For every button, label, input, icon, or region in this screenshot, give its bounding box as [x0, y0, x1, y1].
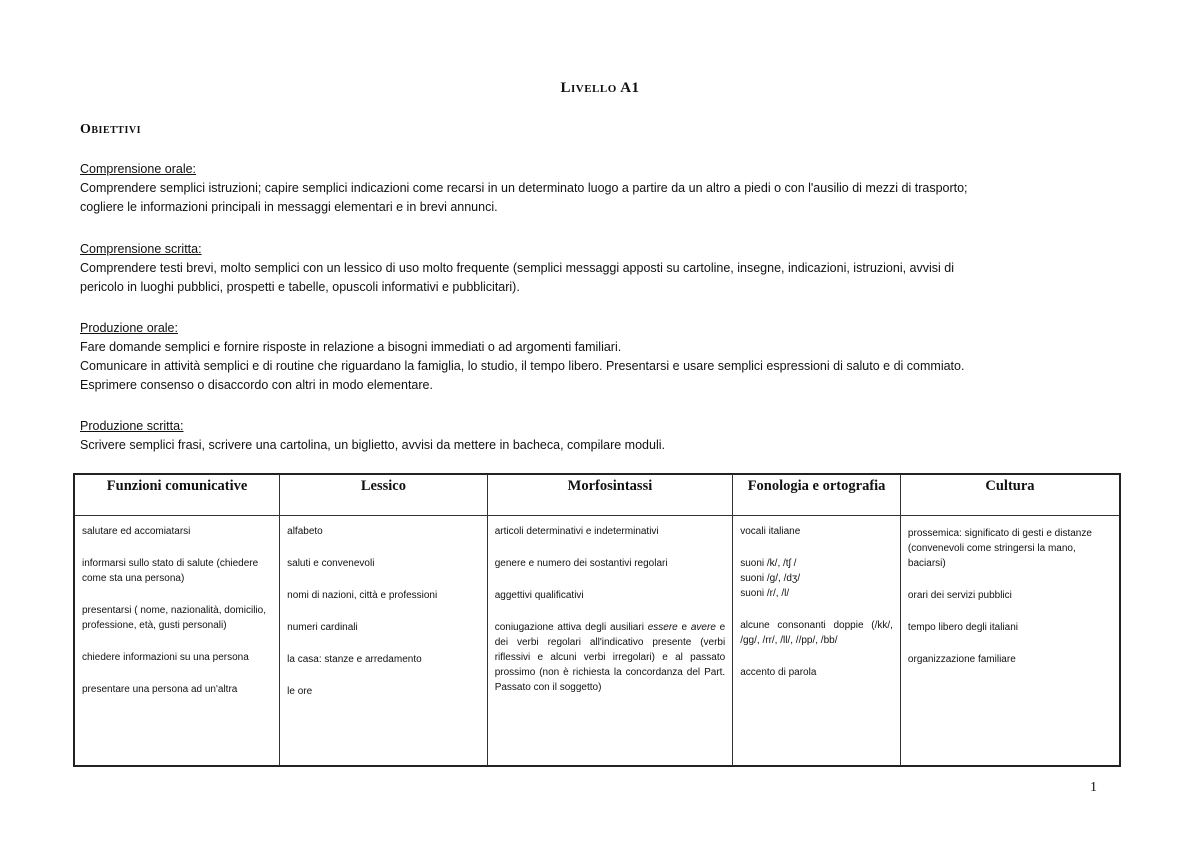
cell-cultura [900, 516, 1120, 767]
cell-fonologia [733, 516, 901, 767]
section-line: Comprendere semplici istruzioni; capire semplici indicazioni come recarsi in un determinato luogo a partire da un altro a piedi o con l'ausilio di mezzi di trasporto; [80, 181, 968, 195]
list-item: accento di parola [740, 667, 817, 678]
sound-line: suoni /g/, /dʒ/ [740, 573, 801, 584]
page-number: 1 [1090, 780, 1097, 795]
header-lessico: Lessico [280, 474, 488, 516]
header-morfosintassi: Morfosintassi [487, 474, 733, 516]
text-run: coniugazione attiva degli ausiliari [494, 622, 648, 633]
section-heading: Produzione scritta: [80, 419, 184, 433]
list-item: prossemica: significato di gesti e distanze (convenevoli come stringersi la mano, baciarsi) [907, 528, 1092, 569]
syllabus-table [73, 473, 1121, 767]
section-line: Comunicare in attività semplici e di routine che riguardano la famiglia, lo studio, il tempo libero. Presentarsi e usare semplici espressioni di saluto e di commiato. [80, 359, 965, 373]
list-item: numeri cardinali [287, 622, 358, 633]
list-item: la casa: stanze e arredamento [287, 654, 422, 665]
list-item: informarsi sullo stato di salute (chiedere come sta una persona) [82, 558, 259, 584]
cell-funzioni [74, 516, 280, 767]
list-item: alfabeto [287, 526, 323, 537]
section-line: Esprimere consenso o disaccordo con altri in modo elementare. [80, 378, 433, 392]
section-heading: Produzione orale: [80, 321, 178, 335]
list-item: chiedere informazioni su una persona [82, 652, 249, 663]
list-item [495, 620, 726, 695]
text-run-italic: essere [647, 622, 678, 633]
section-line: Comprendere testi brevi, molto semplici con un lessico di uso molto frequente (semplici messaggi apposti su cartoline, insegne, indicazioni, istruzioni, avvisi di [80, 261, 955, 275]
list-item: organizzazione familiare [907, 654, 1016, 665]
table-header-row [74, 474, 1120, 516]
section-comprensione-orale [80, 160, 1120, 217]
list-item: presentarsi ( nome, nazionalità, domicilio, professione, età, gusti personali) [82, 605, 266, 631]
table-row [74, 516, 1120, 767]
section-produzione-orale [80, 319, 1120, 395]
section-heading: Comprensione orale: [80, 162, 197, 176]
section-line: Scrivere semplici frasi, scrivere una cartolina, un biglietto, avvisi da mettere in bacheca, compilare moduli. [80, 438, 665, 452]
sound-line: suoni /r/, /l/ [740, 588, 790, 599]
header-funzioni: Funzioni comunicative [74, 474, 280, 516]
page-title: Livello A1 [560, 80, 640, 96]
sound-line: suoni /k/, /tʃ / [740, 558, 797, 569]
list-item: aggettivi qualificativi [494, 590, 584, 601]
objectives-heading: Obiettivi [80, 122, 141, 137]
cell-morfosintassi [487, 516, 733, 767]
list-item: presentare una persona ad un'altra [82, 684, 238, 695]
header-fonologia: Fonologia e ortografia [733, 474, 901, 516]
list-item: vocali italiane [740, 526, 801, 537]
section-line: Fare domande semplici e fornire risposte in relazione a bisogni immediati o ad argomenti familiari. [80, 340, 622, 354]
section-produzione-scritta [80, 417, 1120, 455]
list-item: nomi di nazioni, città e professioni [287, 590, 438, 601]
list-item [740, 556, 893, 601]
text-run-italic: avere [690, 622, 716, 633]
list-item: genere e numero dei sostantivi regolari [494, 558, 668, 569]
section-line: pericolo in luoghi pubblici, prospetti e tabelle, opuscoli informativi e pubblicitari). [80, 280, 520, 294]
section-line: cogliere le informazioni principali in messaggi elementari e in brevi annunci. [80, 200, 498, 214]
list-item: articoli determinativi e indeterminativi [494, 526, 659, 537]
text-run: e dei verbi regolari all'indicativo presente (verbi riflessivi e alcuni verbi irregolari) e al passato prossimo (non è richiesta la concordanza del Part. Passato con il soggetto) [494, 622, 726, 693]
list-item: saluti e convenevoli [287, 558, 375, 569]
list-item: le ore [287, 686, 313, 697]
list-item: salutare ed accomiatarsi [82, 526, 191, 537]
header-cultura: Cultura [900, 474, 1120, 516]
section-heading: Comprensione scritta: [80, 242, 202, 256]
list-item: alcune consonanti doppie (/kk/, /gg/, /rr/, /ll/, //pp/, /bb/ [740, 620, 893, 646]
list-item: orari dei servizi pubblici [907, 590, 1012, 601]
section-comprensione-scritta [80, 240, 1120, 297]
list-item: tempo libero degli italiani [907, 622, 1018, 633]
text-run: e [677, 622, 691, 633]
cell-lessico [280, 516, 488, 767]
